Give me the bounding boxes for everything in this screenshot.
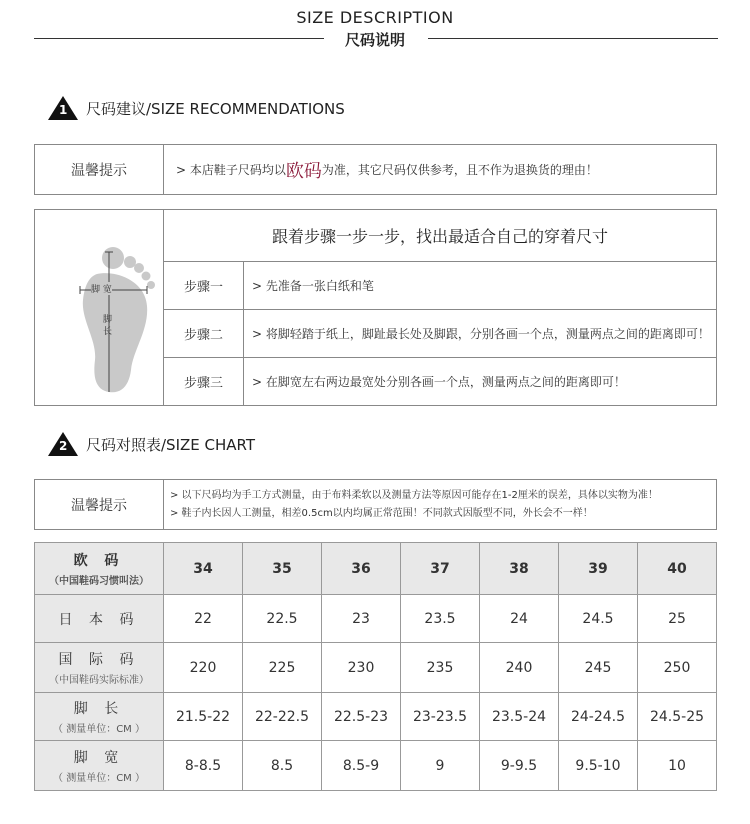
table-cell: 8.5-9: [322, 741, 401, 791]
table-cell: 23-23.5: [401, 693, 480, 741]
table-cell: 235: [401, 643, 480, 693]
row-header-main: 脚 长: [73, 701, 125, 717]
table-cell: 230: [322, 643, 401, 693]
table-row: [35, 543, 717, 595]
table-cell: 9: [401, 741, 480, 791]
step-row: [164, 357, 716, 405]
table-cell: 220: [164, 643, 243, 693]
table-cell: 9-9.5: [480, 741, 559, 791]
table-row: [35, 693, 717, 741]
section1-title: 尺码建议/SIZE RECOMMENDATIONS: [86, 99, 345, 118]
tip-label: 温馨提示: [35, 480, 164, 529]
row-header: [35, 741, 164, 791]
tip-line-2: > 鞋子内长因人工测量，相差0.5cm以内均属正常范围！不同款式因版型不同，外长会不一样！: [170, 507, 593, 519]
foot-width-label: 脚 宽: [91, 282, 112, 295]
table-cell: 225: [243, 643, 322, 693]
table-cell: 36: [322, 543, 401, 595]
tip-line-1: > 以下尺码均为手工方式测量，由于布料柔软以及测量方法等原因可能存在1-2厘米的误差，具体以实物为准！: [170, 489, 658, 501]
table-cell: 38: [480, 543, 559, 595]
table-cell: 22-22.5: [243, 693, 322, 741]
table-cell: 8-8.5: [164, 741, 243, 791]
table-cell: 40: [638, 543, 717, 595]
foot-icon: [35, 210, 164, 405]
row-header: [35, 643, 164, 693]
table-cell: 23.5: [401, 595, 480, 643]
table-cell: 37: [401, 543, 480, 595]
section1-heading: [48, 96, 345, 120]
tip-text: [164, 145, 716, 194]
table-cell: 21.5-22: [164, 693, 243, 741]
row-header: [35, 693, 164, 741]
table-cell: 24: [480, 595, 559, 643]
header-title-cn: 尺码说明: [344, 31, 405, 49]
row-header-sub: （中国鞋码实际标准）: [49, 675, 149, 686]
table-cell: 240: [480, 643, 559, 693]
section2-number: 2: [59, 439, 68, 453]
step-text: > 在脚宽左右两边最宽处分别各画一个点，测量两点之间的距离即可！: [252, 375, 626, 389]
table-cell: 245: [559, 643, 638, 693]
table-cell: 22: [164, 595, 243, 643]
section1-number: 1: [59, 103, 68, 117]
row-header-sub: （ 测量单位：CM ）: [53, 773, 145, 784]
table-cell: 22.5-23: [322, 693, 401, 741]
row-header-main: 欧 码: [73, 553, 125, 569]
table-cell: 24.5: [559, 595, 638, 643]
row-header: [35, 543, 164, 595]
table-row: [35, 741, 717, 791]
row-header: [35, 595, 164, 643]
step-name: 步骤一: [164, 262, 244, 309]
section-number-badge: [48, 432, 78, 456]
tip-text-post: 为准，其它尺码仅供参考，且不作为退换货的理由！: [321, 163, 598, 177]
table-cell: 23.5-24: [480, 693, 559, 741]
table-row: [35, 595, 717, 643]
section2-title: 尺码对照表/SIZE CHART: [86, 435, 256, 454]
table-cell: 35: [243, 543, 322, 595]
table-cell: 25: [638, 595, 717, 643]
tip-box-1: [34, 144, 717, 195]
table-row: [35, 643, 717, 693]
tip-text-pre: > 本店鞋子尺码均以: [176, 163, 286, 177]
table-cell: 24-24.5: [559, 693, 638, 741]
table-cell: 39: [559, 543, 638, 595]
table-cell: 24.5-25: [638, 693, 717, 741]
steps-box: [34, 209, 717, 406]
table-cell: 10: [638, 741, 717, 791]
row-header-main: 国 际 码: [58, 652, 140, 668]
tip-text-emphasis: 欧码: [285, 160, 322, 182]
row-header-sub: （中国鞋码习惯叫法）: [49, 576, 149, 587]
step-row: [164, 261, 716, 309]
tip-text: [164, 480, 716, 529]
table-cell: 8.5: [243, 741, 322, 791]
step-name: 步骤二: [164, 310, 244, 357]
table-cell: 250: [638, 643, 717, 693]
tip-box-2: [34, 479, 717, 530]
size-chart-table: [34, 542, 717, 791]
table-cell: 23: [322, 595, 401, 643]
table-cell: 34: [164, 543, 243, 595]
steps-content: [164, 210, 716, 405]
section-number-badge: [48, 96, 78, 120]
header-title-en: SIZE DESCRIPTION: [296, 8, 454, 27]
step-name: 步骤三: [164, 358, 244, 405]
table-cell: 9.5-10: [559, 741, 638, 791]
step-text: > 将脚轻踏于纸上，脚趾最长处及脚跟，分别各画一个点，测量两点之间的距离即可！: [252, 327, 710, 341]
row-header-main: 日 本 码: [58, 611, 140, 628]
steps-title: 跟着步骤一步一步，找出最适合自己的穿着尺寸: [271, 227, 608, 246]
row-header-sub: （ 测量单位：CM ）: [53, 724, 145, 735]
section2-heading: [48, 432, 255, 456]
table-cell: 22.5: [243, 595, 322, 643]
foot-length-label: 脚 长: [103, 315, 113, 337]
step-text: > 先准备一张白纸和笔: [252, 279, 374, 293]
foot-diagram: [35, 210, 164, 405]
row-header-main: 脚 宽: [73, 750, 125, 766]
tip-label: 温馨提示: [35, 145, 164, 194]
step-row: [164, 309, 716, 357]
